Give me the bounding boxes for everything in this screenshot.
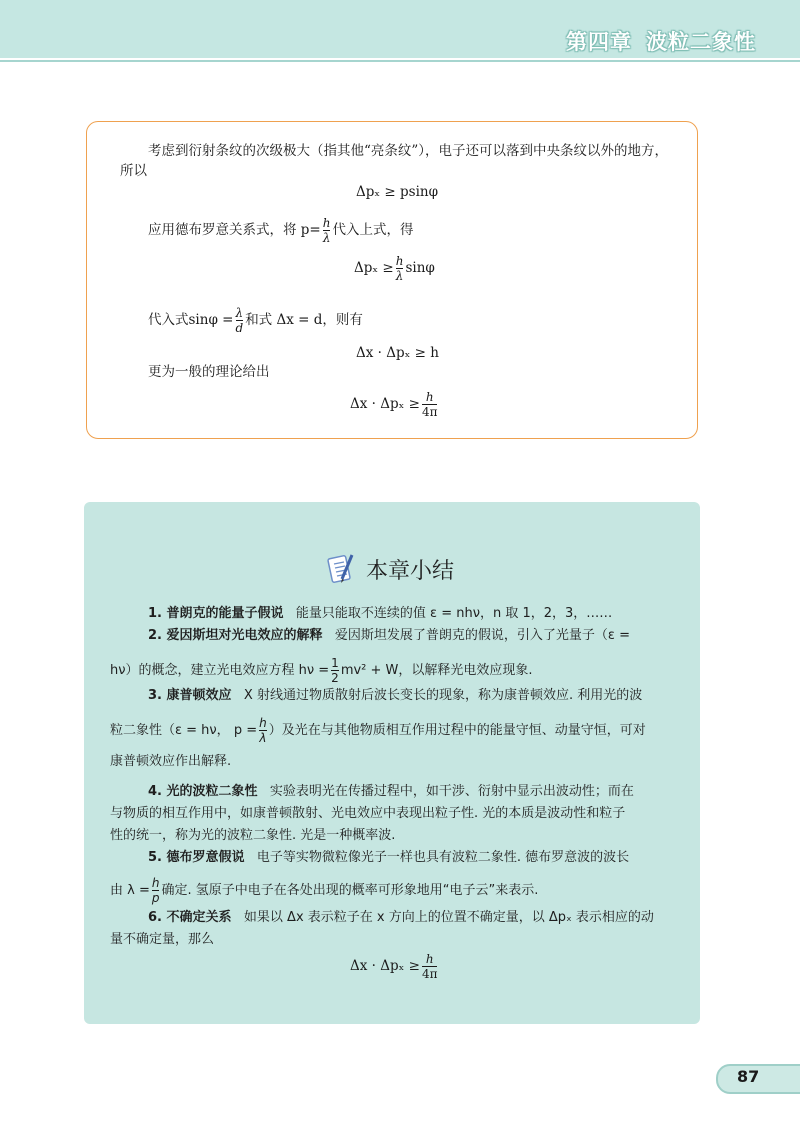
note-paragraph-1: 考虑到衍射条纹的次级极大（指其他“亮条纹”），电子还可以落到中央条纹以外的地方， bbox=[148, 143, 669, 159]
fraction-denominator: λ bbox=[395, 269, 404, 283]
fraction-numerator: h bbox=[425, 952, 434, 966]
summary-item-4-text: 实验表明光在传播过程中，如干涉、衍射中显示出波动性；而在 bbox=[269, 784, 634, 799]
note-paragraph-1-cont: 所以 bbox=[120, 163, 147, 179]
summary-item-6 bbox=[148, 908, 654, 928]
note-paragraph-2-text: 应用德布罗意关系式，将 p= bbox=[148, 222, 321, 238]
equation-2-right: sinφ bbox=[405, 260, 435, 276]
equation-2 bbox=[354, 254, 435, 283]
summary-equation bbox=[350, 952, 439, 981]
summary-item-5-line-2 bbox=[110, 876, 538, 905]
fraction-numerator: λ bbox=[235, 306, 244, 320]
fraction-denominator: 4π bbox=[421, 405, 438, 419]
summary-item-3-line-2-text: 粒二象性（ε = hν， p = bbox=[110, 723, 258, 738]
summary-item-6-line-2: 量不确定量，那么 bbox=[110, 932, 215, 947]
summary-item-5-heading: 5. 德布罗意假说 bbox=[148, 850, 245, 865]
summary-item-2-line-2-text: hν）的概念，建立光电效应方程 hν = bbox=[110, 663, 330, 678]
chapter-heading bbox=[566, 26, 756, 56]
equation-4-left: Δx · Δpₓ ≥ bbox=[350, 396, 420, 412]
summary-item-5-line-2-text: 由 λ = bbox=[110, 883, 150, 898]
page-number: 87 bbox=[737, 1067, 760, 1086]
summary-item-1-heading: 1. 普朗克的能量子假说 bbox=[148, 606, 284, 621]
note-paragraph-2 bbox=[148, 216, 413, 245]
summary-item-3 bbox=[148, 686, 642, 706]
fraction-h-over-lambda bbox=[323, 216, 331, 245]
summary-item-3-line-2-tail: ）及光在与其他物质相互作用过程中的能量守恒、动量守恒，可对 bbox=[268, 723, 646, 738]
fraction-h-over-4pi bbox=[422, 390, 438, 419]
summary-item-2-line-2-tail: mv² + W，以解释光电效应现象. bbox=[340, 663, 533, 678]
chapter-title: 波粒二象性 bbox=[646, 30, 756, 54]
summary-item-2-line-2 bbox=[110, 656, 533, 685]
fraction-numerator: 1 bbox=[331, 656, 339, 670]
equation-4 bbox=[350, 390, 439, 419]
summary-item-6-heading: 6. 不确定关系 bbox=[148, 910, 232, 925]
summary-item-5-line-2-tail: 确定. 氢原子中电子在各处出现的概率可形象地用“电子云”来表示. bbox=[161, 883, 539, 898]
fraction-numerator: h bbox=[322, 216, 331, 230]
chapter-number: 第四章 bbox=[566, 30, 632, 54]
summary-item-5-text: 电子等实物微粒像光子一样也具有波粒二象性. 德布罗意波的波长 bbox=[256, 850, 630, 865]
summary-item-4 bbox=[148, 782, 634, 802]
summary-item-2-text: 爱因斯坦发展了普朗克的假说，引入了光量子（ε = bbox=[334, 628, 630, 643]
equation-2-left: Δpₓ ≥ bbox=[354, 260, 394, 276]
summary-item-2 bbox=[148, 626, 630, 646]
fraction-numerator: h bbox=[395, 254, 404, 268]
summary-item-3-heading: 3. 康普顿效应 bbox=[148, 688, 232, 703]
fraction-h-over-lambda-2 bbox=[396, 254, 404, 283]
equation-1: Δpₓ ≥ psinφ bbox=[356, 184, 439, 200]
header-divider bbox=[0, 60, 800, 62]
note-paragraph-3-text: 代入式sinφ = bbox=[148, 312, 234, 328]
fraction-lambda-over-d bbox=[236, 306, 244, 335]
fraction-numerator: h bbox=[259, 716, 267, 730]
summary-item-3-line-3: 康普顿效应作出解释. bbox=[110, 754, 232, 769]
summary-item-5 bbox=[148, 848, 629, 868]
fraction-h-over-4pi-summary bbox=[422, 952, 438, 981]
note-paragraph-3-tail: 和式 Δx = d，则有 bbox=[245, 312, 363, 328]
fraction-numerator: h bbox=[425, 390, 434, 404]
summary-title: 本章小结 bbox=[366, 559, 455, 584]
fraction-h-over-lambda-summary bbox=[259, 716, 267, 745]
fraction-one-half bbox=[331, 656, 339, 685]
summary-item-4-heading: 4. 光的波粒二象性 bbox=[148, 784, 258, 799]
note-paragraph-3 bbox=[148, 306, 363, 335]
fraction-denominator: p bbox=[151, 891, 160, 905]
summary-item-1 bbox=[148, 604, 612, 624]
notepad-pencil-icon bbox=[326, 551, 356, 585]
fraction-denominator: λ bbox=[259, 731, 267, 745]
fraction-denominator: 4π bbox=[421, 967, 438, 981]
note-paragraph-4: 更为一般的理论给出 bbox=[148, 364, 270, 380]
fraction-denominator: 2 bbox=[331, 671, 339, 685]
fraction-denominator: λ bbox=[322, 231, 331, 245]
summary-item-4-line-2: 与物质的相互作用中，如康普顿散射、光电效应中表现出粒子性. 光的本质是波动性和粒子 bbox=[110, 806, 626, 821]
summary-item-2-heading: 2. 爱因斯坦对光电效应的解释 bbox=[148, 628, 323, 643]
summary-item-3-line-2 bbox=[110, 716, 646, 745]
summary-equation-left: Δx · Δpₓ ≥ bbox=[350, 958, 420, 974]
summary-item-4-line-3: 性的统一，称为光的波粒二象性. 光是一种概率波. bbox=[110, 828, 396, 843]
fraction-numerator: h bbox=[151, 876, 160, 890]
fraction-h-over-p bbox=[152, 876, 160, 905]
summary-item-3-text: X 射线通过物质散射后波长变长的现象，称为康普顿效应. 利用光的波 bbox=[243, 688, 643, 703]
equation-3: Δx · Δpₓ ≥ h bbox=[356, 345, 439, 361]
summary-item-6-text: 如果以 Δx 表示粒子在 x 方向上的位置不确定量，以 Δpₓ 表示相应的动 bbox=[243, 910, 654, 925]
summary-item-1-text: 能量只能取不连续的值 ε = nhν，n 取 1，2，3，…… bbox=[295, 606, 613, 621]
note-paragraph-2-tail: 代入上式，得 bbox=[332, 222, 414, 238]
fraction-denominator: d bbox=[235, 321, 244, 335]
